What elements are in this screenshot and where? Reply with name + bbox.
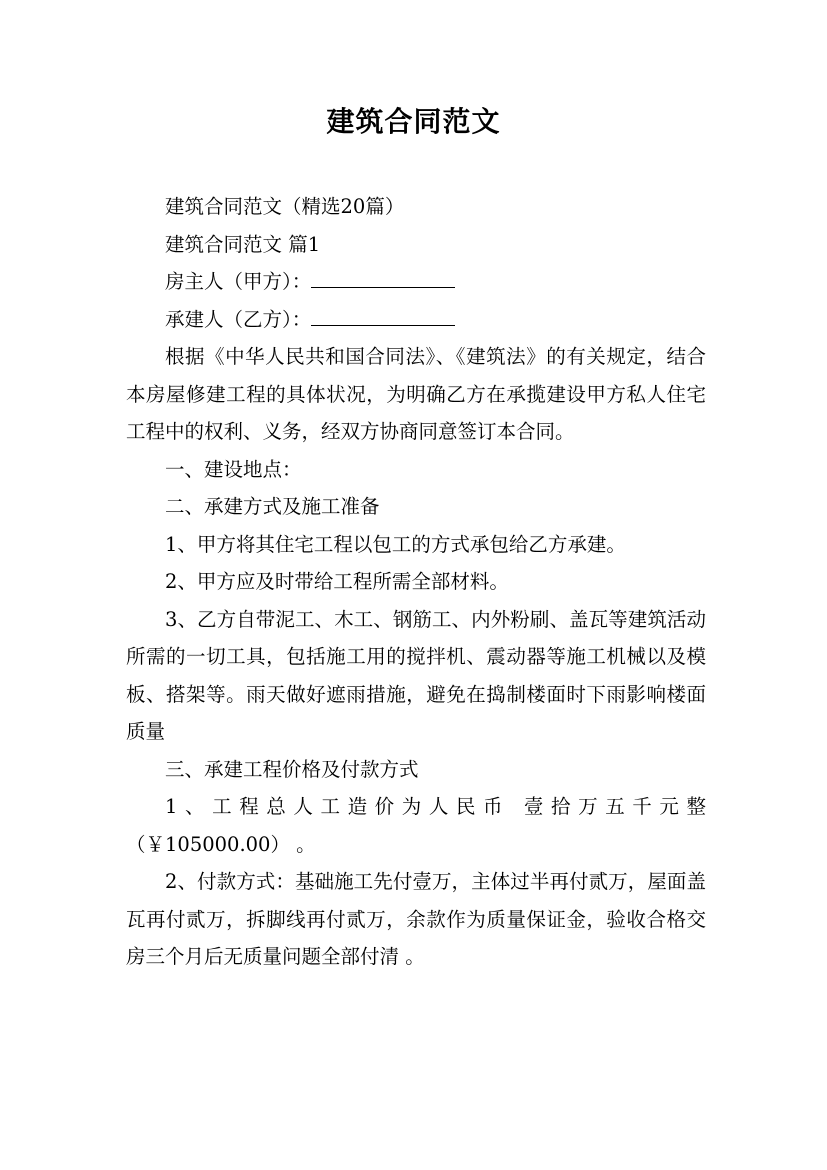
section-heading-piece-1: 建筑合同范文 篇1 [165, 232, 321, 256]
section-3-heading: 三、承建工程价格及付款方式 [165, 757, 419, 781]
party-a-label: 房主人（甲方）： [165, 270, 312, 293]
party-a-line [126, 263, 706, 301]
party-a-blank [311, 267, 455, 288]
section-3-item-2: 2、付款方式：基础施工先付壹万，主体过半再付贰万，屋面盖瓦再付贰万，拆脚线再付贰万，余款作为质量保证金，验收合格交房三个月后无质量问题全部付清 。 [126, 870, 706, 968]
party-b-blank [311, 304, 455, 325]
section-2-item-3: 3、乙方自带泥工、木工、钢筋工、内外粉刷、盖瓦等建筑活动所需的一切工具，包括施工用的搅拌机、震动器等施工机械以及模板、搭架等。雨天做好遮雨措施，避免在捣制楼面时下雨影响楼面质量 [126, 607, 706, 743]
intro-paragraph: 根据《中华人民共和国合同法》、《建筑法》的有关规定，结合本房屋修建工程的具体状况，为明确乙方在承揽建设甲方私人住宅工程中的权利、义务，经双方协商同意签订本合同。 [126, 345, 706, 443]
party-b-label: 承建人（乙方）： [165, 307, 312, 331]
subtitle-line: 建筑合同范文（精选20篇） [165, 195, 405, 218]
section-2-item-2: 2、甲方应及时带给工程所需全部材料。 [165, 570, 509, 593]
section-2-item-1: 1、甲方将其住宅工程以包工的方式承包给乙方承建。 [165, 532, 626, 556]
section-3-item-1: 1、工程总人工造价为人民币 壹拾万五千元整（￥105000.00） 。 [126, 795, 706, 856]
party-b-line [126, 301, 706, 339]
section-2-heading: 二、承建方式及施工准备 [165, 495, 380, 518]
section-1-heading: 一、建设地点： [165, 457, 302, 481]
document-body [126, 188, 706, 976]
document-title: 建筑合同范文 [326, 105, 501, 138]
